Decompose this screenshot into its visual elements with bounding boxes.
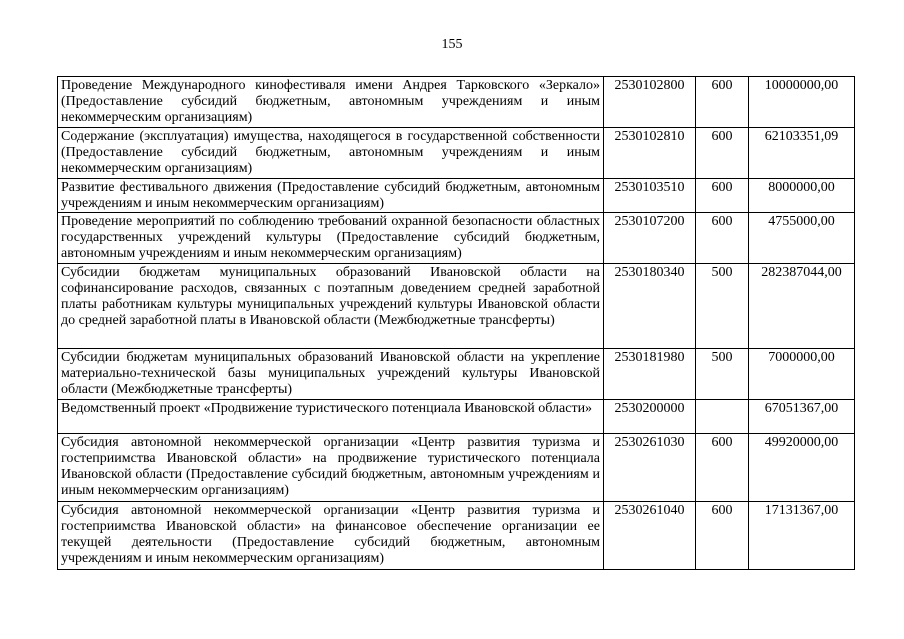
table-row xyxy=(58,213,855,264)
row-type: 600 xyxy=(696,502,749,570)
table-row xyxy=(58,502,855,570)
row-code: 2530261040 xyxy=(604,502,696,570)
row-name: Проведение мероприятий по соблюдению требований охранной безопасности областных государственных учреждений культуры (Предоставление субсидий бюджетным, автономным учреждениям и иным некоммерческим организациям) xyxy=(58,213,604,264)
row-code: 2530102810 xyxy=(604,128,696,179)
row-amount: 62103351,09 xyxy=(749,128,855,179)
row-code: 2530181980 xyxy=(604,349,696,400)
table-row xyxy=(58,264,855,349)
row-name: Содержание (эксплуатация) имущества, находящегося в государственной собственности (Предоставление субсидий бюджетным, автономным учреждениям и иным некоммерческим организациям) xyxy=(58,128,604,179)
row-amount: 8000000,00 xyxy=(749,179,855,213)
row-code: 2530261030 xyxy=(604,434,696,502)
row-amount: 67051367,00 xyxy=(749,400,855,434)
table-row xyxy=(58,349,855,400)
budget-table xyxy=(57,76,855,570)
row-code: 2530200000 xyxy=(604,400,696,434)
row-type: 600 xyxy=(696,77,749,128)
table-row xyxy=(58,400,855,434)
row-type: 600 xyxy=(696,128,749,179)
row-code: 2530180340 xyxy=(604,264,696,349)
row-name: Развитие фестивального движения (Предоставление субсидий бюджетным, автономным учреждениям и иным некоммерческим организациям) xyxy=(58,179,604,213)
page-number: 155 xyxy=(441,37,463,52)
row-name: Субсидии бюджетам муниципальных образований Ивановской области на укрепление материально-технической базы муниципальных учреждений культуры Ивановской области (Межбюджетные трансферты) xyxy=(58,349,604,400)
row-amount: 17131367,00 xyxy=(749,502,855,570)
row-type: 600 xyxy=(696,213,749,264)
row-amount: 7000000,00 xyxy=(749,349,855,400)
row-amount: 4755000,00 xyxy=(749,213,855,264)
table-row xyxy=(58,434,855,502)
row-code: 2530102800 xyxy=(604,77,696,128)
table-row xyxy=(58,128,855,179)
row-name: Субсидия автономной некоммерческой организации «Центр развития туризма и гостеприимства Ивановской области» на продвижение туристического потенциала Ивановской области (Предоставление субсидий бюджетным, автономным учреждениям и иным некоммерческим организациям) xyxy=(58,434,604,502)
row-amount: 282387044,00 xyxy=(749,264,855,349)
row-name: Ведомственный проект «Продвижение туристического потенциала Ивановской области» xyxy=(58,400,604,434)
table-row xyxy=(58,179,855,213)
row-code: 2530103510 xyxy=(604,179,696,213)
row-amount: 10000000,00 xyxy=(749,77,855,128)
row-name: Субсидии бюджетам муниципальных образований Ивановской области на софинансирование расходов, связанных с поэтапным доведением средней заработной платы работникам культуры муниципальных учреждений культуры Ивановской области до средней заработной платы в Ивановской области (Межбюджетные трансферты) xyxy=(58,264,604,349)
row-type: 600 xyxy=(696,434,749,502)
table-row xyxy=(58,77,855,128)
row-type: 600 xyxy=(696,179,749,213)
row-code: 2530107200 xyxy=(604,213,696,264)
row-amount: 49920000,00 xyxy=(749,434,855,502)
row-type: 500 xyxy=(696,264,749,349)
row-type xyxy=(696,400,749,434)
row-type: 500 xyxy=(696,349,749,400)
row-name: Проведение Международного кинофестиваля имени Андрея Тарковского «Зеркало» (Предоставление субсидий бюджетным, автономным учреждениям и иным некоммерческим организациям) xyxy=(58,77,604,128)
row-name: Субсидия автономной некоммерческой организации «Центр развития туризма и гостеприимства Ивановской области» на финансовое обеспечение организации ее текущей деятельности (Предоставление субсидий бюджетным, автономным учреждениям и иным некоммерческим организациям) xyxy=(58,502,604,570)
